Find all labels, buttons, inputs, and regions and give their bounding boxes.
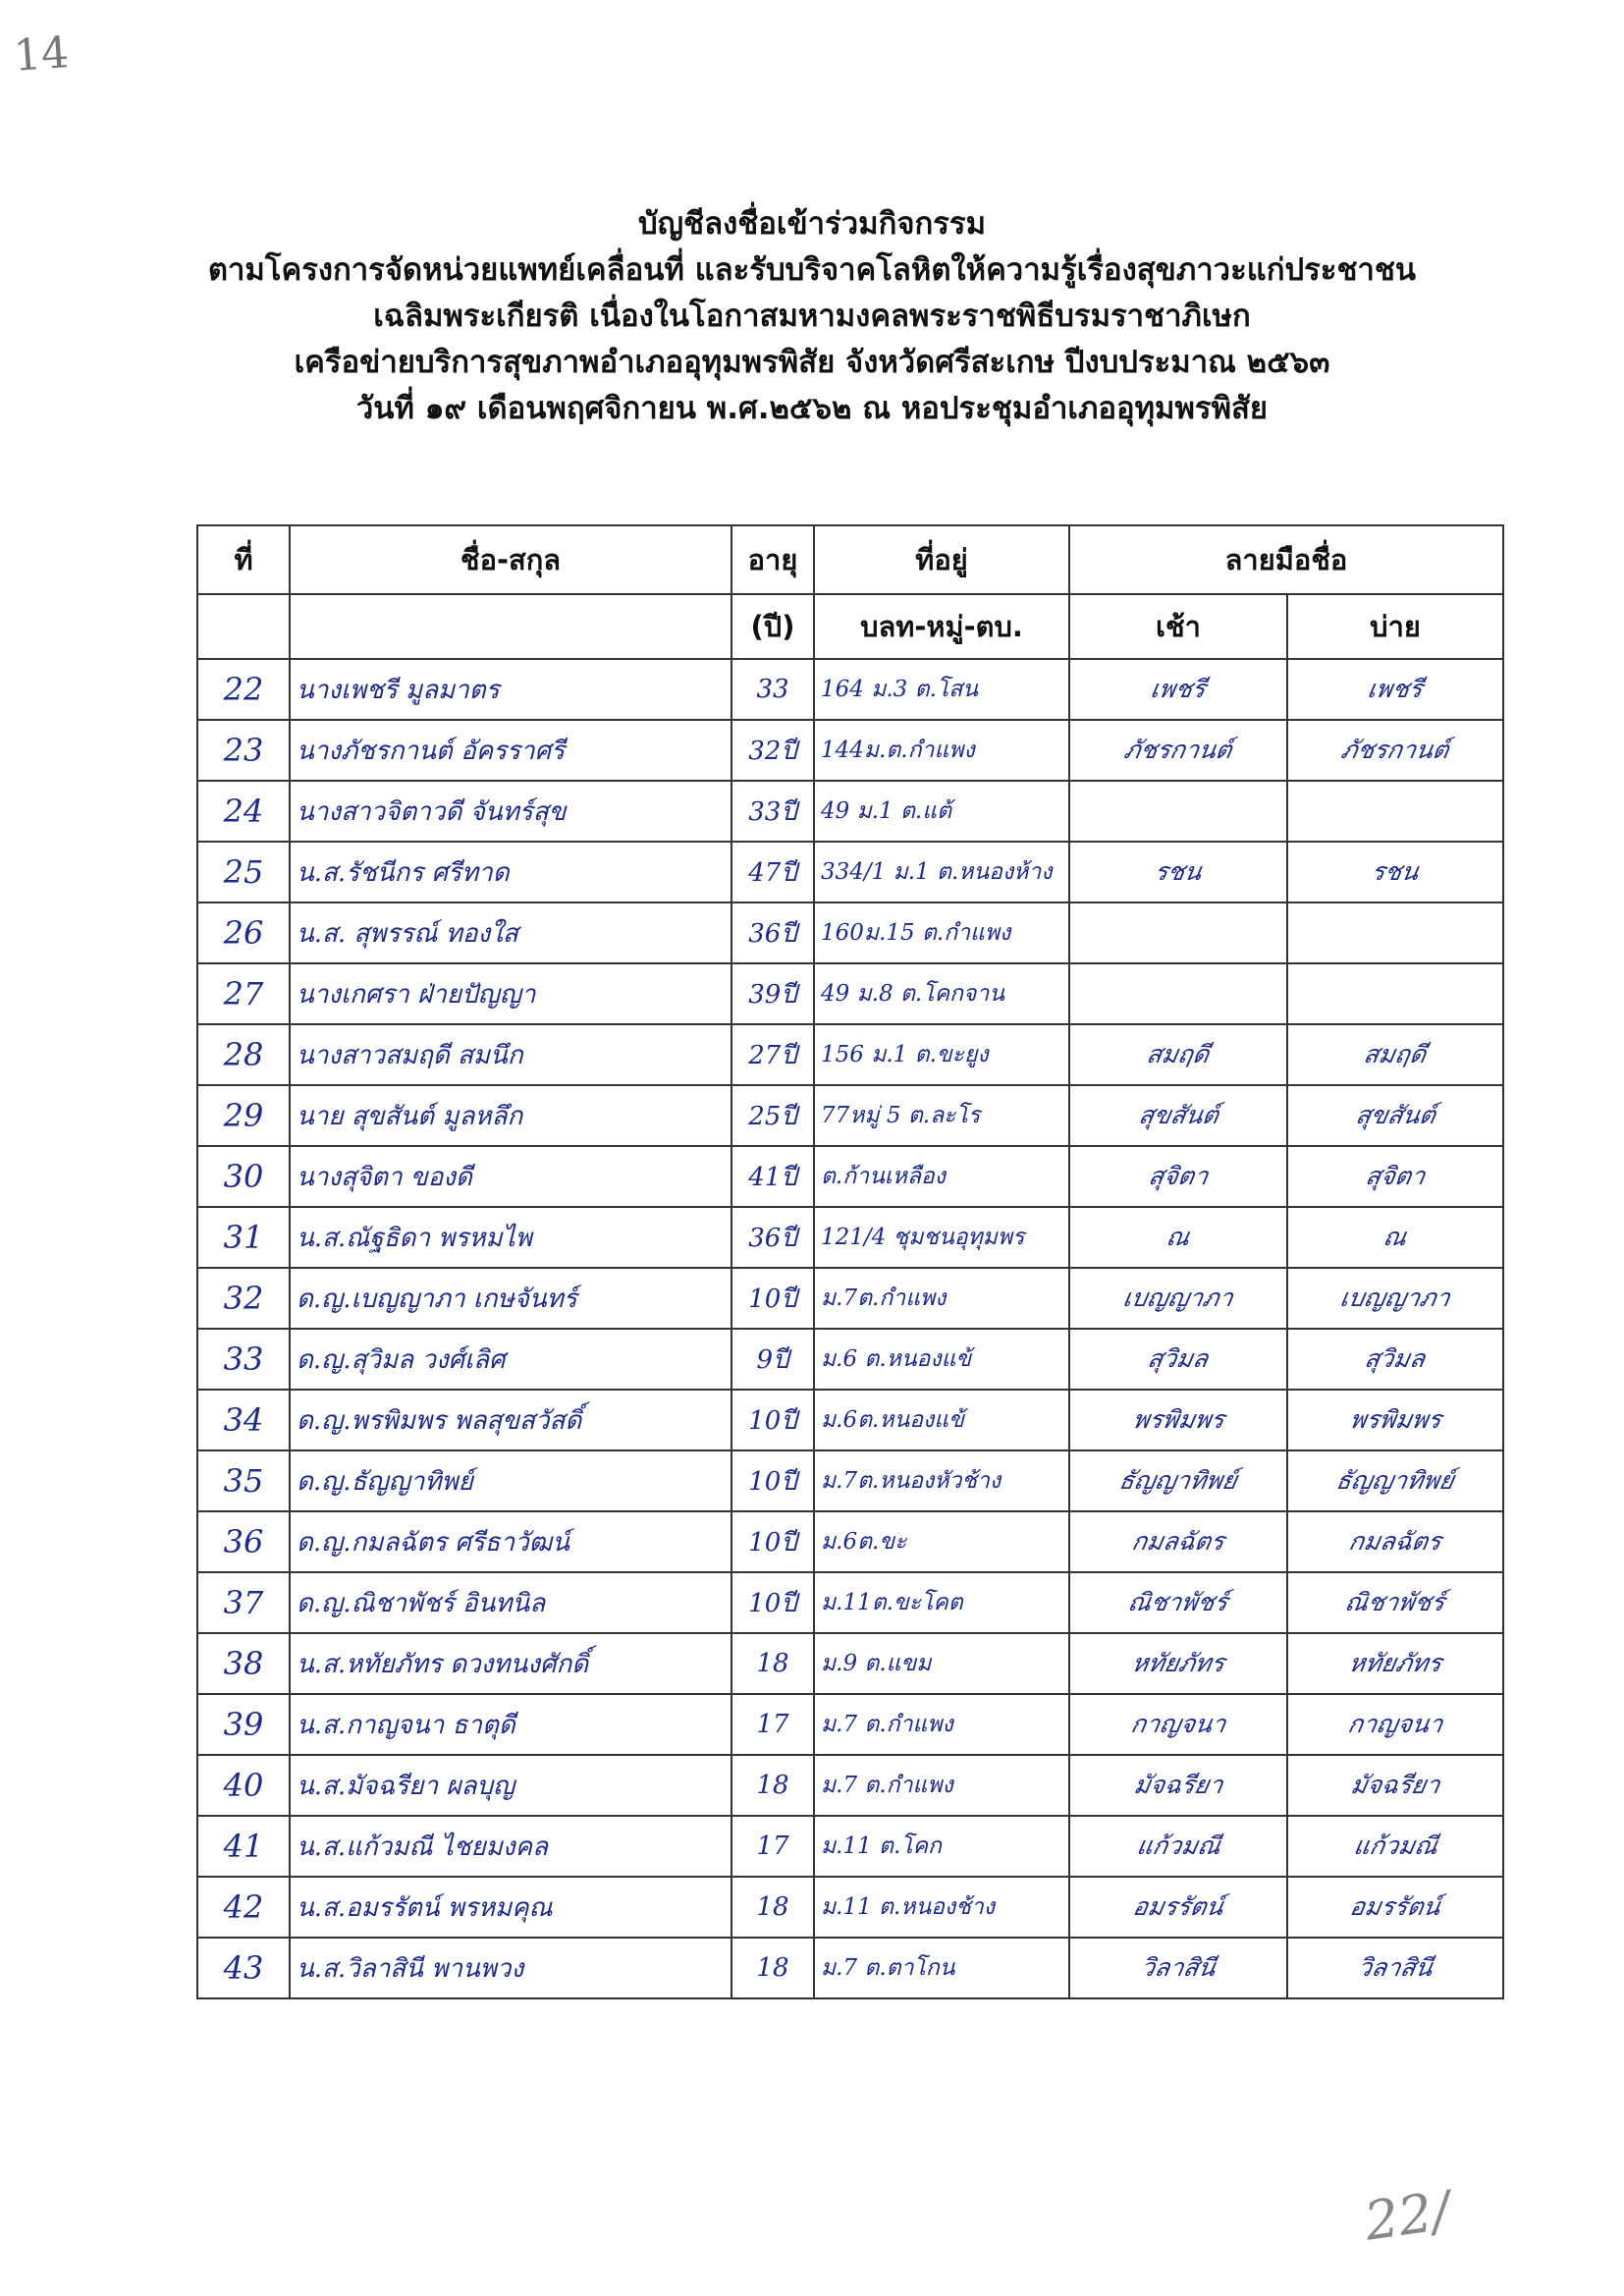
col-header-signature: ลายมือชื่อ bbox=[1069, 525, 1503, 594]
row-name: น.ส.วิลาสินี พานพวง bbox=[290, 1938, 731, 1998]
row-signature-morning bbox=[1069, 781, 1287, 842]
row-number: 38 bbox=[197, 1633, 290, 1694]
row-address: 156 ม.1 ต.ขะยูง bbox=[814, 1024, 1069, 1085]
col-header-address-sub: บลท-หมู่-ตบ. bbox=[814, 594, 1069, 659]
row-signature-morning bbox=[1069, 1085, 1287, 1146]
row-number: 25 bbox=[197, 842, 290, 902]
row-signature-morning bbox=[1069, 720, 1287, 781]
handwritten-signature: กาญจนา bbox=[1128, 1710, 1228, 1738]
header-project-line: ตามโครงการจัดหน่วยแพทย์เคลื่อนที่ และรับบริจาคโลหิตให้ความรู้เรื่องสุขภาวะแก่ประชาชน bbox=[207, 252, 1417, 288]
row-signature-afternoon bbox=[1287, 1572, 1503, 1633]
row-signature-afternoon bbox=[1287, 1511, 1503, 1572]
col-header-morning: เช้า bbox=[1069, 594, 1287, 659]
row-signature-afternoon bbox=[1287, 963, 1503, 1024]
handwritten-signature: สุจิตา bbox=[1146, 1162, 1211, 1190]
row-address: ม.7 ต.กำแพง bbox=[814, 1694, 1069, 1755]
row-address: 334/1 ม.1 ต.หนองห้าง bbox=[814, 842, 1069, 902]
row-name: น.ส.ณัฐธิดา พรหมไพ bbox=[290, 1207, 731, 1268]
row-address: ม.11 ต.โคก bbox=[814, 1816, 1069, 1877]
row-signature-morning bbox=[1069, 1572, 1287, 1633]
row-signature-afternoon bbox=[1287, 1877, 1503, 1938]
handwritten-signature: รชน bbox=[1369, 857, 1422, 886]
row-name: น.ส.มัจฉรียา ผลบุญ bbox=[290, 1755, 731, 1816]
row-name: ด.ญ.พรพิมพร พลสุขสวัสดิ์ bbox=[290, 1390, 731, 1450]
row-address: 77หมู่ 5 ต.ละโร bbox=[814, 1085, 1069, 1146]
handwritten-signature: กมลฉัตร bbox=[1129, 1527, 1227, 1556]
row-address: ต.ก้านเหลือง bbox=[814, 1146, 1069, 1207]
header-row-2 bbox=[197, 594, 1503, 659]
row-age: 36ปี bbox=[731, 902, 814, 963]
row-number: 31 bbox=[197, 1207, 290, 1268]
row-name: น.ส.หทัยภัทร ดวงทนงศักดิ์ bbox=[290, 1633, 731, 1694]
handwritten-signature: พรพิมพร bbox=[1347, 1405, 1444, 1434]
row-age: 39ปี bbox=[731, 963, 814, 1024]
row-signature-afternoon bbox=[1287, 1390, 1503, 1450]
row-name: ด.ญ.สุวิมล วงศ์เลิศ bbox=[290, 1329, 731, 1390]
handwritten-signature: ณิชาพัชร์ bbox=[1342, 1588, 1448, 1616]
handwritten-signature: ภัชรกานต์ bbox=[1121, 736, 1235, 764]
row-name: นางสาวจิตาวดี จันทร์สุข bbox=[290, 781, 731, 842]
row-signature-afternoon bbox=[1287, 1329, 1503, 1390]
row-signature-afternoon bbox=[1287, 1938, 1503, 1998]
handwritten-signature: เพชรี bbox=[1148, 675, 1209, 703]
handwritten-signature: ณิชาพัชร์ bbox=[1125, 1588, 1231, 1616]
handwritten-signature: มัจฉรียา bbox=[1131, 1771, 1225, 1799]
handwritten-signature: กมลฉัตร bbox=[1346, 1527, 1444, 1556]
row-age: 10ปี bbox=[731, 1511, 814, 1572]
handwritten-signature: พรพิมพร bbox=[1130, 1405, 1227, 1434]
row-age: 9ปี bbox=[731, 1329, 814, 1390]
row-name: น.ส.รัชนีกร ศรีทาด bbox=[290, 842, 731, 902]
handwritten-signature: สุจิตา bbox=[1363, 1162, 1428, 1190]
handwritten-signature: รชน bbox=[1152, 857, 1205, 886]
row-name: น.ส.แก้วมณี ไชยมงคล bbox=[290, 1816, 731, 1877]
row-signature-morning bbox=[1069, 1207, 1287, 1268]
row-age: 33ปี bbox=[731, 781, 814, 842]
handwritten-signature: หทัยภัทร bbox=[1129, 1649, 1227, 1677]
row-name: นางสุจิตา ของดี bbox=[290, 1146, 731, 1207]
col-header-no-blank bbox=[197, 594, 290, 659]
row-age: 18 bbox=[731, 1938, 814, 1998]
header-date-line: วันที่ ๑๙ เดือนพฤศจิกายน พ.ศ.๒๕๖๒ ณ หอประชุมอำเภออุทุมพรพิสัย bbox=[355, 391, 1269, 426]
row-signature-morning bbox=[1069, 1938, 1287, 1998]
row-number: 24 bbox=[197, 781, 290, 842]
handwritten-signature: แก้วมณี bbox=[1351, 1831, 1440, 1860]
row-age: 18 bbox=[731, 1755, 814, 1816]
row-number: 32 bbox=[197, 1268, 290, 1329]
row-signature-morning bbox=[1069, 1268, 1287, 1329]
table-row bbox=[197, 1450, 1503, 1511]
handwritten-signature: สุวิมล bbox=[1145, 1344, 1212, 1373]
table-row bbox=[197, 1877, 1503, 1938]
row-number: 33 bbox=[197, 1329, 290, 1390]
col-header-address: ที่อยู่ bbox=[814, 525, 1069, 594]
row-age: 17 bbox=[731, 1694, 814, 1755]
row-name: นางภัชรกานต์ อัครราศรี bbox=[290, 720, 731, 781]
row-signature-morning bbox=[1069, 1450, 1287, 1511]
row-age: 41ปี bbox=[731, 1146, 814, 1207]
row-number: 29 bbox=[197, 1085, 290, 1146]
row-address: ม.7ต.หนองหัวช้าง bbox=[814, 1450, 1069, 1511]
row-number: 42 bbox=[197, 1877, 290, 1938]
row-address: ม.7ต.กำแพง bbox=[814, 1268, 1069, 1329]
row-address: 49 ม.8 ต.โคกจาน bbox=[814, 963, 1069, 1024]
row-number: 41 bbox=[197, 1816, 290, 1877]
row-age: 33 bbox=[731, 659, 814, 720]
handwritten-signature: เบญญาภา bbox=[1337, 1284, 1453, 1312]
handwritten-signature: สุวิมล bbox=[1362, 1344, 1429, 1373]
col-header-name-blank bbox=[290, 594, 731, 659]
handwritten-signature: แก้วมณี bbox=[1134, 1831, 1223, 1860]
row-signature-afternoon bbox=[1287, 1694, 1503, 1755]
table-row bbox=[197, 659, 1503, 720]
row-signature-afternoon bbox=[1287, 1816, 1503, 1877]
row-signature-morning bbox=[1069, 1024, 1287, 1085]
table-row bbox=[197, 1694, 1503, 1755]
handwritten-signature: มัจฉรียา bbox=[1348, 1771, 1442, 1799]
row-signature-afternoon bbox=[1287, 781, 1503, 842]
row-signature-morning bbox=[1069, 842, 1287, 902]
row-number: 35 bbox=[197, 1450, 290, 1511]
row-signature-afternoon bbox=[1287, 1146, 1503, 1207]
row-address: 49 ม.1 ต.แต้ bbox=[814, 781, 1069, 842]
table-row bbox=[197, 963, 1503, 1024]
row-address: 160ม.15 ต.กำแพง bbox=[814, 902, 1069, 963]
col-header-age: อายุ bbox=[731, 525, 814, 594]
col-header-age-unit: (ปี) bbox=[731, 594, 814, 659]
row-signature-afternoon bbox=[1287, 1085, 1503, 1146]
handwritten-signature: วิลาสินี bbox=[1138, 1953, 1218, 1982]
row-age: 10ปี bbox=[731, 1268, 814, 1329]
handwritten-signature: ณ bbox=[1380, 1223, 1410, 1251]
row-address: ม.7 ต.ตาโกน bbox=[814, 1938, 1069, 1998]
row-address: ม.6ต.หนองแข้ bbox=[814, 1390, 1069, 1450]
row-number: 28 bbox=[197, 1024, 290, 1085]
row-address: ม.6ต.ขะ bbox=[814, 1511, 1069, 1572]
row-number: 34 bbox=[197, 1390, 290, 1450]
handwritten-signature: วิลาสินี bbox=[1355, 1953, 1435, 1982]
attendance-table bbox=[196, 524, 1504, 1999]
row-signature-afternoon bbox=[1287, 1207, 1503, 1268]
table-row bbox=[197, 1816, 1503, 1877]
table-row bbox=[197, 1755, 1503, 1816]
row-number: 22 bbox=[197, 659, 290, 720]
row-number: 27 bbox=[197, 963, 290, 1024]
handwritten-signature: สุขสันต์ bbox=[1353, 1101, 1438, 1129]
row-age: 18 bbox=[731, 1633, 814, 1694]
row-address: 164 ม.3 ต.โสน bbox=[814, 659, 1069, 720]
row-signature-morning bbox=[1069, 1633, 1287, 1694]
handwritten-signature: อมรรัตน์ bbox=[1130, 1892, 1226, 1921]
attendance-rows bbox=[197, 659, 1503, 1998]
row-address: ม.11 ต.หนองช้าง bbox=[814, 1877, 1069, 1938]
row-age: 10ปี bbox=[731, 1390, 814, 1450]
row-name: น.ส.อมรรัตน์ พรหมคุณ bbox=[290, 1877, 731, 1938]
row-signature-morning bbox=[1069, 1877, 1287, 1938]
col-header-afternoon: บ่าย bbox=[1287, 594, 1503, 659]
row-name: นางเกศรา ฝ่ายปัญญา bbox=[290, 963, 731, 1024]
handwritten-signature: สมฤดี bbox=[1144, 1040, 1213, 1068]
row-signature-afternoon bbox=[1287, 902, 1503, 963]
col-header-name: ชื่อ-สกุล bbox=[290, 525, 731, 594]
row-number: 37 bbox=[197, 1572, 290, 1633]
header-row-1 bbox=[197, 525, 1503, 594]
table-row bbox=[197, 1511, 1503, 1572]
row-age: 17 bbox=[731, 1816, 814, 1877]
table-row bbox=[197, 1146, 1503, 1207]
handwritten-signature: สุขสันต์ bbox=[1136, 1101, 1221, 1129]
handwritten-signature: เบญญาภา bbox=[1120, 1284, 1236, 1312]
handwritten-signature: สมฤดี bbox=[1361, 1040, 1430, 1068]
table-row bbox=[197, 781, 1503, 842]
row-name: นางเพชรี มูลมาตร bbox=[290, 659, 731, 720]
row-age: 32ปี bbox=[731, 720, 814, 781]
page-number: 22/ bbox=[1361, 2179, 1454, 2253]
row-signature-morning bbox=[1069, 963, 1287, 1024]
row-name: น.ส. สุพรรณ์ ทองใส bbox=[290, 902, 731, 963]
row-signature-afternoon bbox=[1287, 1755, 1503, 1816]
row-name: ด.ญ.เบญญาภา เกษจันทร์ bbox=[290, 1268, 731, 1329]
row-signature-morning bbox=[1069, 1755, 1287, 1816]
row-number: 43 bbox=[197, 1938, 290, 1998]
row-name: นางสาวสมฤดี สมนึก bbox=[290, 1024, 731, 1085]
row-signature-morning bbox=[1069, 1146, 1287, 1207]
row-age: 25ปี bbox=[731, 1085, 814, 1146]
row-signature-afternoon bbox=[1287, 1633, 1503, 1694]
table-row bbox=[197, 1938, 1503, 1998]
table-row bbox=[197, 1024, 1503, 1085]
table-row bbox=[197, 1329, 1503, 1390]
row-name: ด.ญ.กมลฉัตร ศรีธาวัฒน์ bbox=[290, 1511, 731, 1572]
table-row bbox=[197, 720, 1503, 781]
row-address: 144ม.ต.กำแพง bbox=[814, 720, 1069, 781]
row-name: น.ส.กาญจนา ธาตุดี bbox=[290, 1694, 731, 1755]
row-name: นาย สุขสันต์ มูลหลึก bbox=[290, 1085, 731, 1146]
row-number: 36 bbox=[197, 1511, 290, 1572]
row-name: ด.ญ.ณิชาพัชร์ อินทนิล bbox=[290, 1572, 731, 1633]
header-network-line: เครือข่ายบริการสุขภาพอำเภออุทุมพรพิสัย จังหวัดศรีสะเกษ ปีงบประมาณ ๒๕๖๓ bbox=[294, 345, 1330, 380]
row-age: 18 bbox=[731, 1877, 814, 1938]
handwritten-signature: เพชรี bbox=[1365, 675, 1426, 703]
row-number: 40 bbox=[197, 1755, 290, 1816]
table-row bbox=[197, 1085, 1503, 1146]
row-signature-morning bbox=[1069, 1329, 1287, 1390]
handwritten-signature: ณ bbox=[1164, 1223, 1193, 1251]
row-signature-afternoon bbox=[1287, 720, 1503, 781]
row-number: 26 bbox=[197, 902, 290, 963]
row-signature-morning bbox=[1069, 1694, 1287, 1755]
row-signature-morning bbox=[1069, 1511, 1287, 1572]
handwritten-signature: ธัญญาทิพย์ bbox=[1116, 1466, 1240, 1495]
row-age: 10ปี bbox=[731, 1450, 814, 1511]
handwritten-signature: หทัยภัทร bbox=[1346, 1649, 1444, 1677]
table-row bbox=[197, 1633, 1503, 1694]
row-signature-afternoon bbox=[1287, 842, 1503, 902]
table-row bbox=[197, 902, 1503, 963]
row-signature-morning bbox=[1069, 659, 1287, 720]
row-age: 10ปี bbox=[731, 1572, 814, 1633]
header-occasion-line: เฉลิมพระเกียรติ เนื่องในโอกาสมหามงคลพระราชพิธีบรมราชาภิเษก bbox=[373, 299, 1251, 334]
row-signature-morning bbox=[1069, 902, 1287, 963]
table-row bbox=[197, 1268, 1503, 1329]
header-title: บัญชีลงชื่อเข้าร่วมกิจกรรม bbox=[637, 206, 987, 242]
row-signature-afternoon bbox=[1287, 1268, 1503, 1329]
row-signature-morning bbox=[1069, 1390, 1287, 1450]
corner-handwritten-mark: 14 bbox=[12, 27, 71, 82]
table-row bbox=[197, 1207, 1503, 1268]
row-signature-morning bbox=[1069, 1816, 1287, 1877]
row-number: 39 bbox=[197, 1694, 290, 1755]
handwritten-signature: กาญจนา bbox=[1345, 1710, 1445, 1738]
row-address: 121/4 ชุมชนอุทุมพร bbox=[814, 1207, 1069, 1268]
handwritten-signature: ภัชรกานต์ bbox=[1338, 736, 1452, 764]
row-signature-afternoon bbox=[1287, 1024, 1503, 1085]
row-number: 23 bbox=[197, 720, 290, 781]
handwritten-signature: อมรรัตน์ bbox=[1347, 1892, 1443, 1921]
row-signature-afternoon bbox=[1287, 1450, 1503, 1511]
row-address: ม.6 ต.หนองแข้ bbox=[814, 1329, 1069, 1390]
table-row bbox=[197, 842, 1503, 902]
row-name: ด.ญ.ธัญญาทิพย์ bbox=[290, 1450, 731, 1511]
table-row bbox=[197, 1390, 1503, 1450]
row-age: 27ปี bbox=[731, 1024, 814, 1085]
row-address: ม.9 ต.แขม bbox=[814, 1633, 1069, 1694]
table-row bbox=[197, 1572, 1503, 1633]
row-signature-afternoon bbox=[1287, 659, 1503, 720]
row-number: 30 bbox=[197, 1146, 290, 1207]
row-age: 47ปี bbox=[731, 842, 814, 902]
row-address: ม.11ต.ขะโคต bbox=[814, 1572, 1069, 1633]
document-header bbox=[0, 201, 1624, 432]
row-address: ม.7 ต.กำแพง bbox=[814, 1755, 1069, 1816]
col-header-no: ที่ bbox=[197, 525, 290, 594]
row-age: 36ปี bbox=[731, 1207, 814, 1268]
handwritten-signature: ธัญญาทิพย์ bbox=[1333, 1466, 1457, 1495]
